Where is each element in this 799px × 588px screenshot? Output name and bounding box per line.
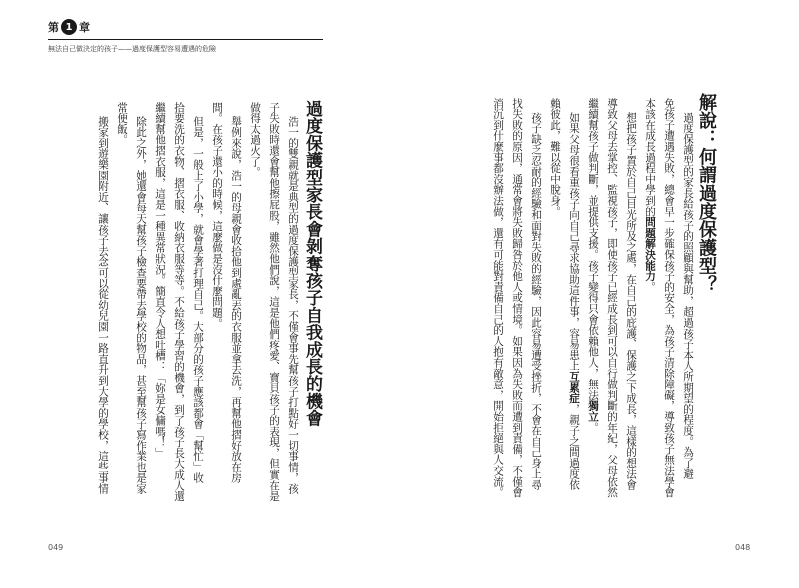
left-col-10: 常便飯。 [116,102,128,146]
right-col-3-text: 本該在成長過程中學到的 [644,98,656,217]
right-col-10: 找失敗的原因，通常會將失敗歸咎於他人或情境。如果因為失敗而遭到責備，不僅會 [511,98,523,498]
left-col-6: 但是，一般上了小學，就會學著打理自己。大部分的孩子應該都會「幫忙」收 [192,116,204,484]
chapter-label [48,18,90,36]
left-col-8: 繼續幫他摺衣服，這是一種異常狀況。簡直令人想吐槽：「妳是女傭嗎！」 [154,102,166,459]
emphasis-independence: 獨立 [587,400,599,423]
right-col-8: 賴彼此，難以從中脫身。 [549,98,561,217]
emphasis-codependency: 互累症 [568,371,580,404]
right-col-7 [566,112,581,490]
chapter-suffix: 章 [79,21,90,34]
right-col-3 [642,98,657,292]
right-col-7-text: 如果父母很看重孩子向自己尋求協助這件事，容易患上 [568,112,580,372]
left-col-2: 子失敗時還會幫他擦屁股，雖然他們說，這是他們疼愛、寶貝孩子的表現，但實在是 [268,102,280,502]
left-col-3: 做得太過火了。 [249,102,261,178]
emphasis-1-tail: 。 [644,281,656,293]
left-col-7: 拾要洗的衣物、摺衣服、收納衣服等等。不給孩子學習的機會，到了孩子長大成人還 [173,102,185,502]
right-col-5: 導致父母去掌控、監視孩子，即使孩子已經成長到可以自行做判斷的年紀，父母依然 [606,98,618,498]
right-col-4: 想把孩子置於自己目光所及之處，在自己的庇護、保護之下成長，這樣的想法會 [625,112,637,490]
right-page-number: 048 [735,543,751,552]
chapter-subtitle: 無法自己做決定的孩子——過度保護型容易遭遇的危險 [48,45,216,53]
left-col-5: 間。在孩子還小的時候，這麼做是沒什麼問題。 [211,102,223,329]
right-col-6 [585,98,600,433]
left-col-4: 舉例來說，浩一的母親會收拾他到處亂丟的衣服並拿去洗，再幫他摺好放在房 [230,116,242,484]
right-col-2: 免孩子遭遇失敗，總會早一步確保孩子的安全，為孩子清除障礙，導致孩子無法學會 [663,98,675,498]
header-rule [48,39,323,40]
left-col-9: 除此之外，她還會每天幫孩子檢查要帶去學校的物品，甚至幫孩子寫作業也是家 [135,116,147,494]
chapter-number-badge: 1 [61,19,77,35]
left-col-1: 浩一的雙親就是典型的過度保護型家長，不僅會事先幫孩子打點好一切事情，孩 [287,116,299,494]
right-col-6-text: 繼續幫孩子做判斷，並提供支援。孩子變得只會依賴他人，無法 [587,98,599,401]
chapter-prefix: 第 [48,21,59,34]
right-col-11: 消沉到什麼事都沒辦法做，還有可能對責備自己的人抱有敵意，開始拒絕與人交流。 [492,98,504,498]
running-header [48,14,750,56]
emphasis-2-tail: 。 [587,422,599,433]
right-col-1: 過度保護型的家長給孩子的照顧與幫助，超過孩子本人所期望的程度。為了避 [682,112,694,480]
emphasis-problem-solving: 問題解決能力 [644,216,656,282]
right-col-9: 孩子缺乏忍耐的經驗和面對失敗的經驗，因此容易遭受挫折，不會在自己身上尋 [530,112,542,490]
left-page-number: 049 [48,543,64,552]
emphasis-3-tail: ，親子之間過度依 [568,403,580,491]
left-col-11: 搬家到遊樂園附近、讓孩子去念可以從幼兒園一路直升到大學的學校，這些事情 [97,116,109,494]
left-page-heading: 過度保護型家長會剝奪孩子自我成長的機會 [302,100,322,427]
right-page-heading: 解說：何謂過度保護型？ [696,93,717,294]
